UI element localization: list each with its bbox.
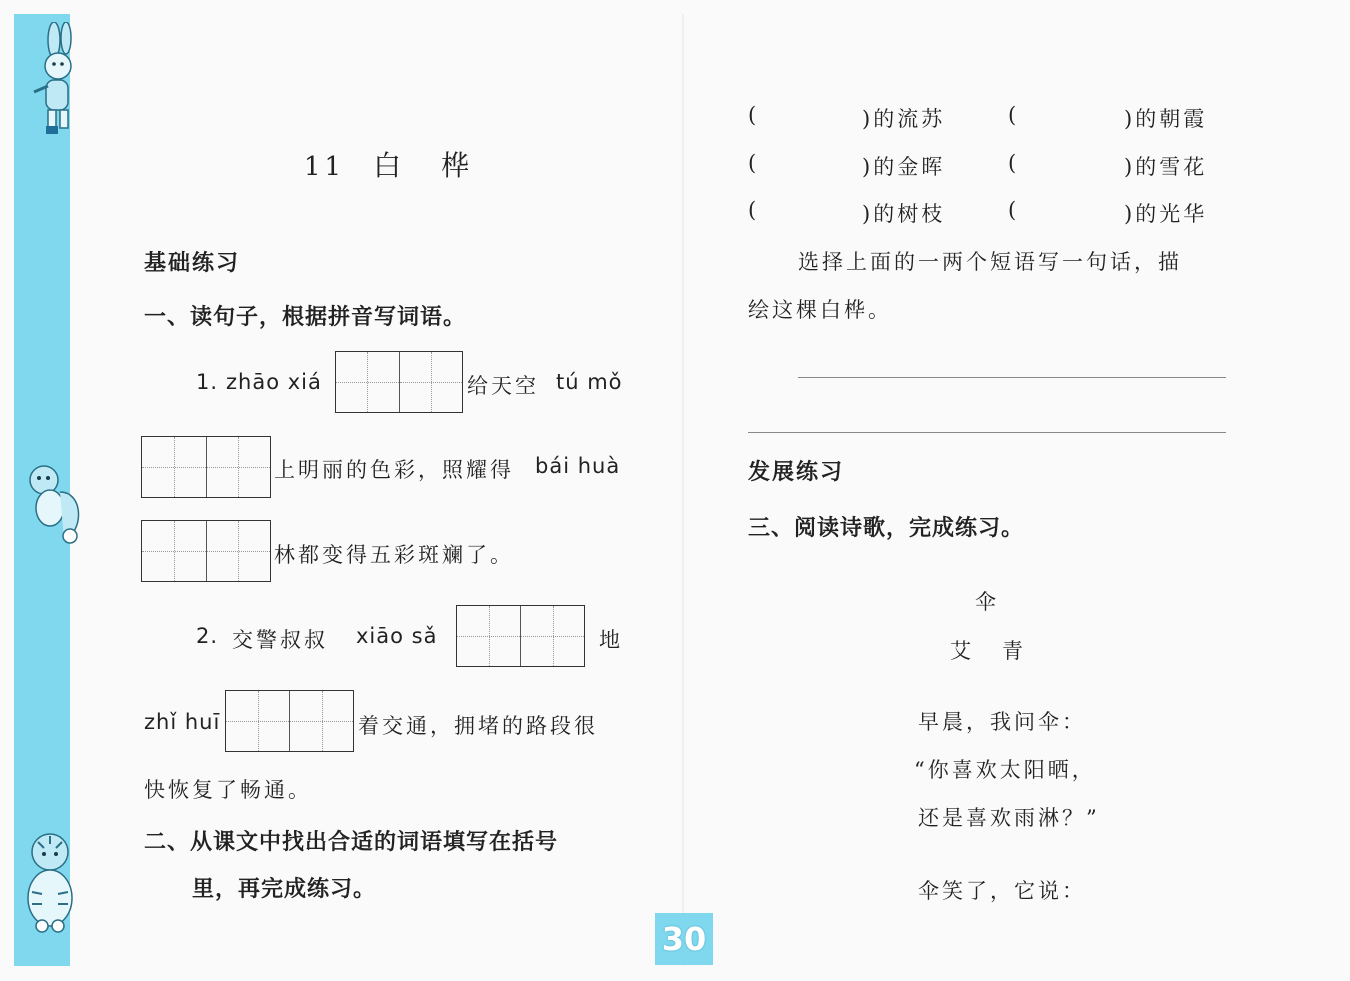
poem-title: 伞 [975,590,999,614]
q1-answer-box-2[interactable] [141,436,271,498]
q1-s1-pinyin-3: bái huà [535,454,621,478]
answer-cell[interactable] [206,521,271,581]
rabbit-illustration-icon [14,22,86,142]
answer-cell[interactable] [226,691,289,751]
answer-writing-line-2[interactable] [748,432,1226,433]
q2-instruction-line-1: 选择上面的一两个短语写一句话，描 [798,250,1182,274]
question-2-heading-line-2: 里，再完成练习。 [192,877,377,902]
answer-cell[interactable] [520,606,584,666]
q1-answer-box-3[interactable] [141,520,271,582]
page-number: 30 [655,913,713,965]
q1-s2-text-pre: 交警叔叔 [232,628,328,652]
q1-s2-pinyin-1: xiāo sǎ [356,624,438,648]
page-fold [682,14,684,966]
left-decorative-strip [14,14,70,966]
phrase-1-open-paren[interactable]: ( [748,103,757,127]
answer-cell[interactable] [142,521,206,581]
poem-line-4: 伞笑了，它说： [918,879,1086,903]
phrase-4-open-paren[interactable]: ( [1008,151,1017,175]
q1-s2-pinyin-2: zhǐ huī [144,710,221,734]
poem-author-char-2: 青 [1002,639,1026,663]
poem-line-3: 还是喜欢雨淋？” [918,806,1100,830]
q1-s2-label: 2. [196,624,219,648]
q1-s1-pinyin-1: zhāo xiá [226,370,322,394]
answer-cell[interactable] [289,691,353,751]
phrase-3-text: )的金晖 [862,155,946,179]
lesson-title-char-1: 白 [373,149,406,182]
phrase-5-text: )的树枝 [862,202,946,226]
q1-s2-text-post: 地 [599,628,623,652]
phrase-3-open-paren[interactable]: ( [748,151,757,175]
phrase-5-open-paren[interactable]: ( [748,198,757,222]
answer-cell[interactable] [142,437,206,497]
q1-s1-text-mid: 给天空 [467,374,539,398]
q1-s1-line-3: 林都变得五彩斑斓了。 [274,543,514,567]
answer-cell[interactable] [206,437,271,497]
question-1-heading: 一、读句子，根据拼音写词语。 [144,305,467,330]
q1-s1-pinyin-2: tú mǒ [556,370,623,394]
question-3-heading: 三、阅读诗歌，完成练习。 [748,516,1025,541]
phrase-1-text: )的流苏 [862,107,946,131]
answer-cell[interactable] [399,352,463,412]
squirrel-illustration-icon [14,452,86,552]
q2-instruction-line-2: 绘这棵白桦。 [748,298,892,322]
lesson-title [304,144,473,184]
phrase-2-open-paren[interactable]: ( [1008,103,1017,127]
poem-line-1: 早晨，我问伞： [918,710,1086,734]
phrase-4-text: )的雪花 [1124,155,1208,179]
q1-s2-line-2: 着交通，拥堵的路段很 [358,714,598,738]
lesson-title-char-2: 桦 [441,149,474,182]
section-basic-practice: 基础练习 [144,251,241,276]
tiger-illustration-icon [14,822,86,942]
lesson-number: 11 [304,152,346,182]
q1-answer-box-1[interactable] [335,351,463,413]
q1-s1-label: 1. [196,370,219,394]
question-2-heading-line-1: 二、从课文中找出合适的词语填写在括号 [144,830,559,855]
poem-author-char-1: 艾 [950,639,974,663]
phrase-6-text: )的光华 [1124,202,1208,226]
poem-line-2: “你喜欢太阳晒， [914,758,1096,782]
q1-answer-box-4[interactable] [456,605,585,667]
answer-writing-line-1[interactable] [798,377,1226,378]
section-develop-practice: 发展练习 [748,460,845,485]
answer-cell[interactable] [457,606,520,666]
answer-cell[interactable] [336,352,399,412]
q1-s2-line-3: 快恢复了畅通。 [144,778,312,802]
q1-s1-line-2: 上明丽的色彩，照耀得 [274,458,514,482]
phrase-2-text: )的朝霞 [1124,107,1208,131]
phrase-6-open-paren[interactable]: ( [1008,198,1017,222]
q1-answer-box-5[interactable] [225,690,354,752]
